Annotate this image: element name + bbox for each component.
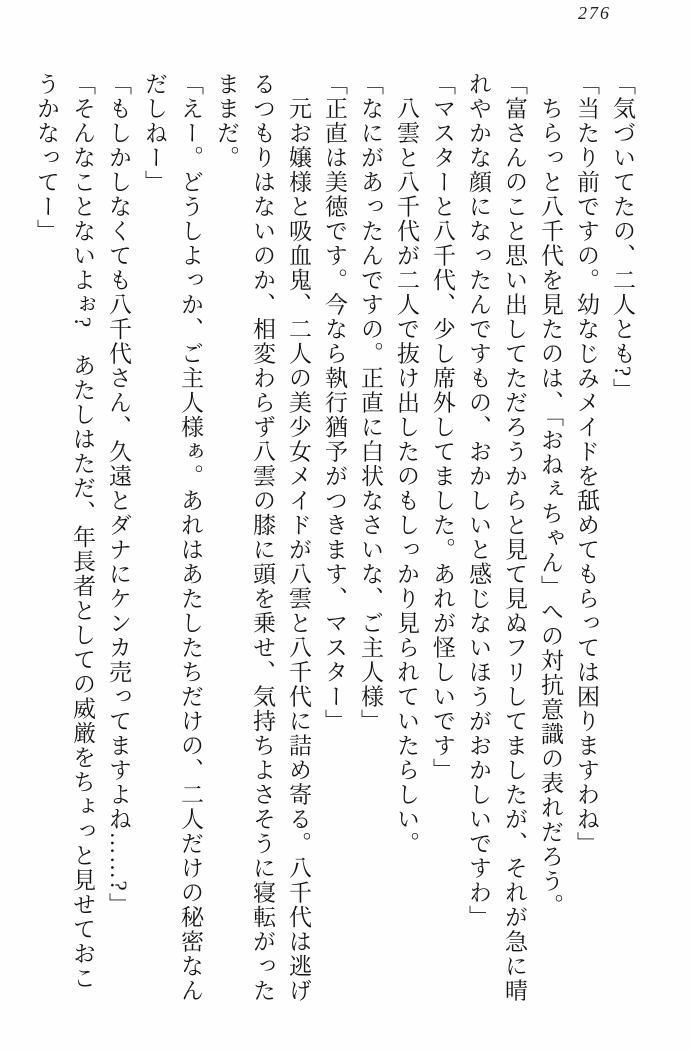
- text-block: [28, 72, 640, 1010]
- text-line: ままだ。: [214, 72, 239, 170]
- text-line: るつもりはないのか、相変わらず八雲の膝に頭を乗せ、気持ちよさそうに寝転がった: [250, 72, 275, 1003]
- text-line: 「正直は美徳です。今なら執行猶予がつきます、マスター」: [322, 72, 347, 734]
- text-line: 「なにがあったんですの。正直に白状なさいな、ご主人様」: [358, 72, 383, 734]
- text-line: 元お嬢様と吸血鬼、二人の美少女メイドが八雲と八千代に詰め寄る。八千代は逃げ: [286, 72, 311, 1003]
- text-line: 「気づいてたの、二人とも?」: [610, 72, 635, 403]
- text-line: だしねー」: [142, 72, 167, 195]
- text-line: れやかな顔になったんですもの、おかしいと感じないほうがおかしいですわ」: [466, 72, 491, 930]
- text-line: 「もしかしなくても八千代さん、久遠とダナにケンカ売ってますよね……?」: [106, 72, 131, 917]
- text-line: うかなってー」: [34, 72, 59, 244]
- text-line: 八雲と八千代が二人で抜け出したのもしっかり見られていたらしい。: [394, 72, 419, 856]
- page-number: 276: [578, 3, 611, 23]
- text-line: ちらっと八千代を見たのは、「おねぇちゃん」への対抗意識の表れだろう。: [538, 72, 563, 918]
- text-line: 「そんなことないよぉ? あたしはただ、年長者としての威厳をちょっと見せておこ: [70, 72, 95, 991]
- text-line: 「富さんのこと思い出してただろうからと見て見ぬフリしてましたが、それが急に晴: [502, 72, 527, 1003]
- text-line: 「えー。どうしよっか、ご主人様ぁ。あれはあたしたちだけの、二人だけの秘密なん: [178, 72, 203, 1003]
- text-line: 「当たり前ですの。幼なじみメイドを舐めてもらっては困りますわね」: [574, 72, 599, 856]
- text-line: 「マスターと八千代、少し席外してました。あれが怪しいです」: [430, 72, 455, 783]
